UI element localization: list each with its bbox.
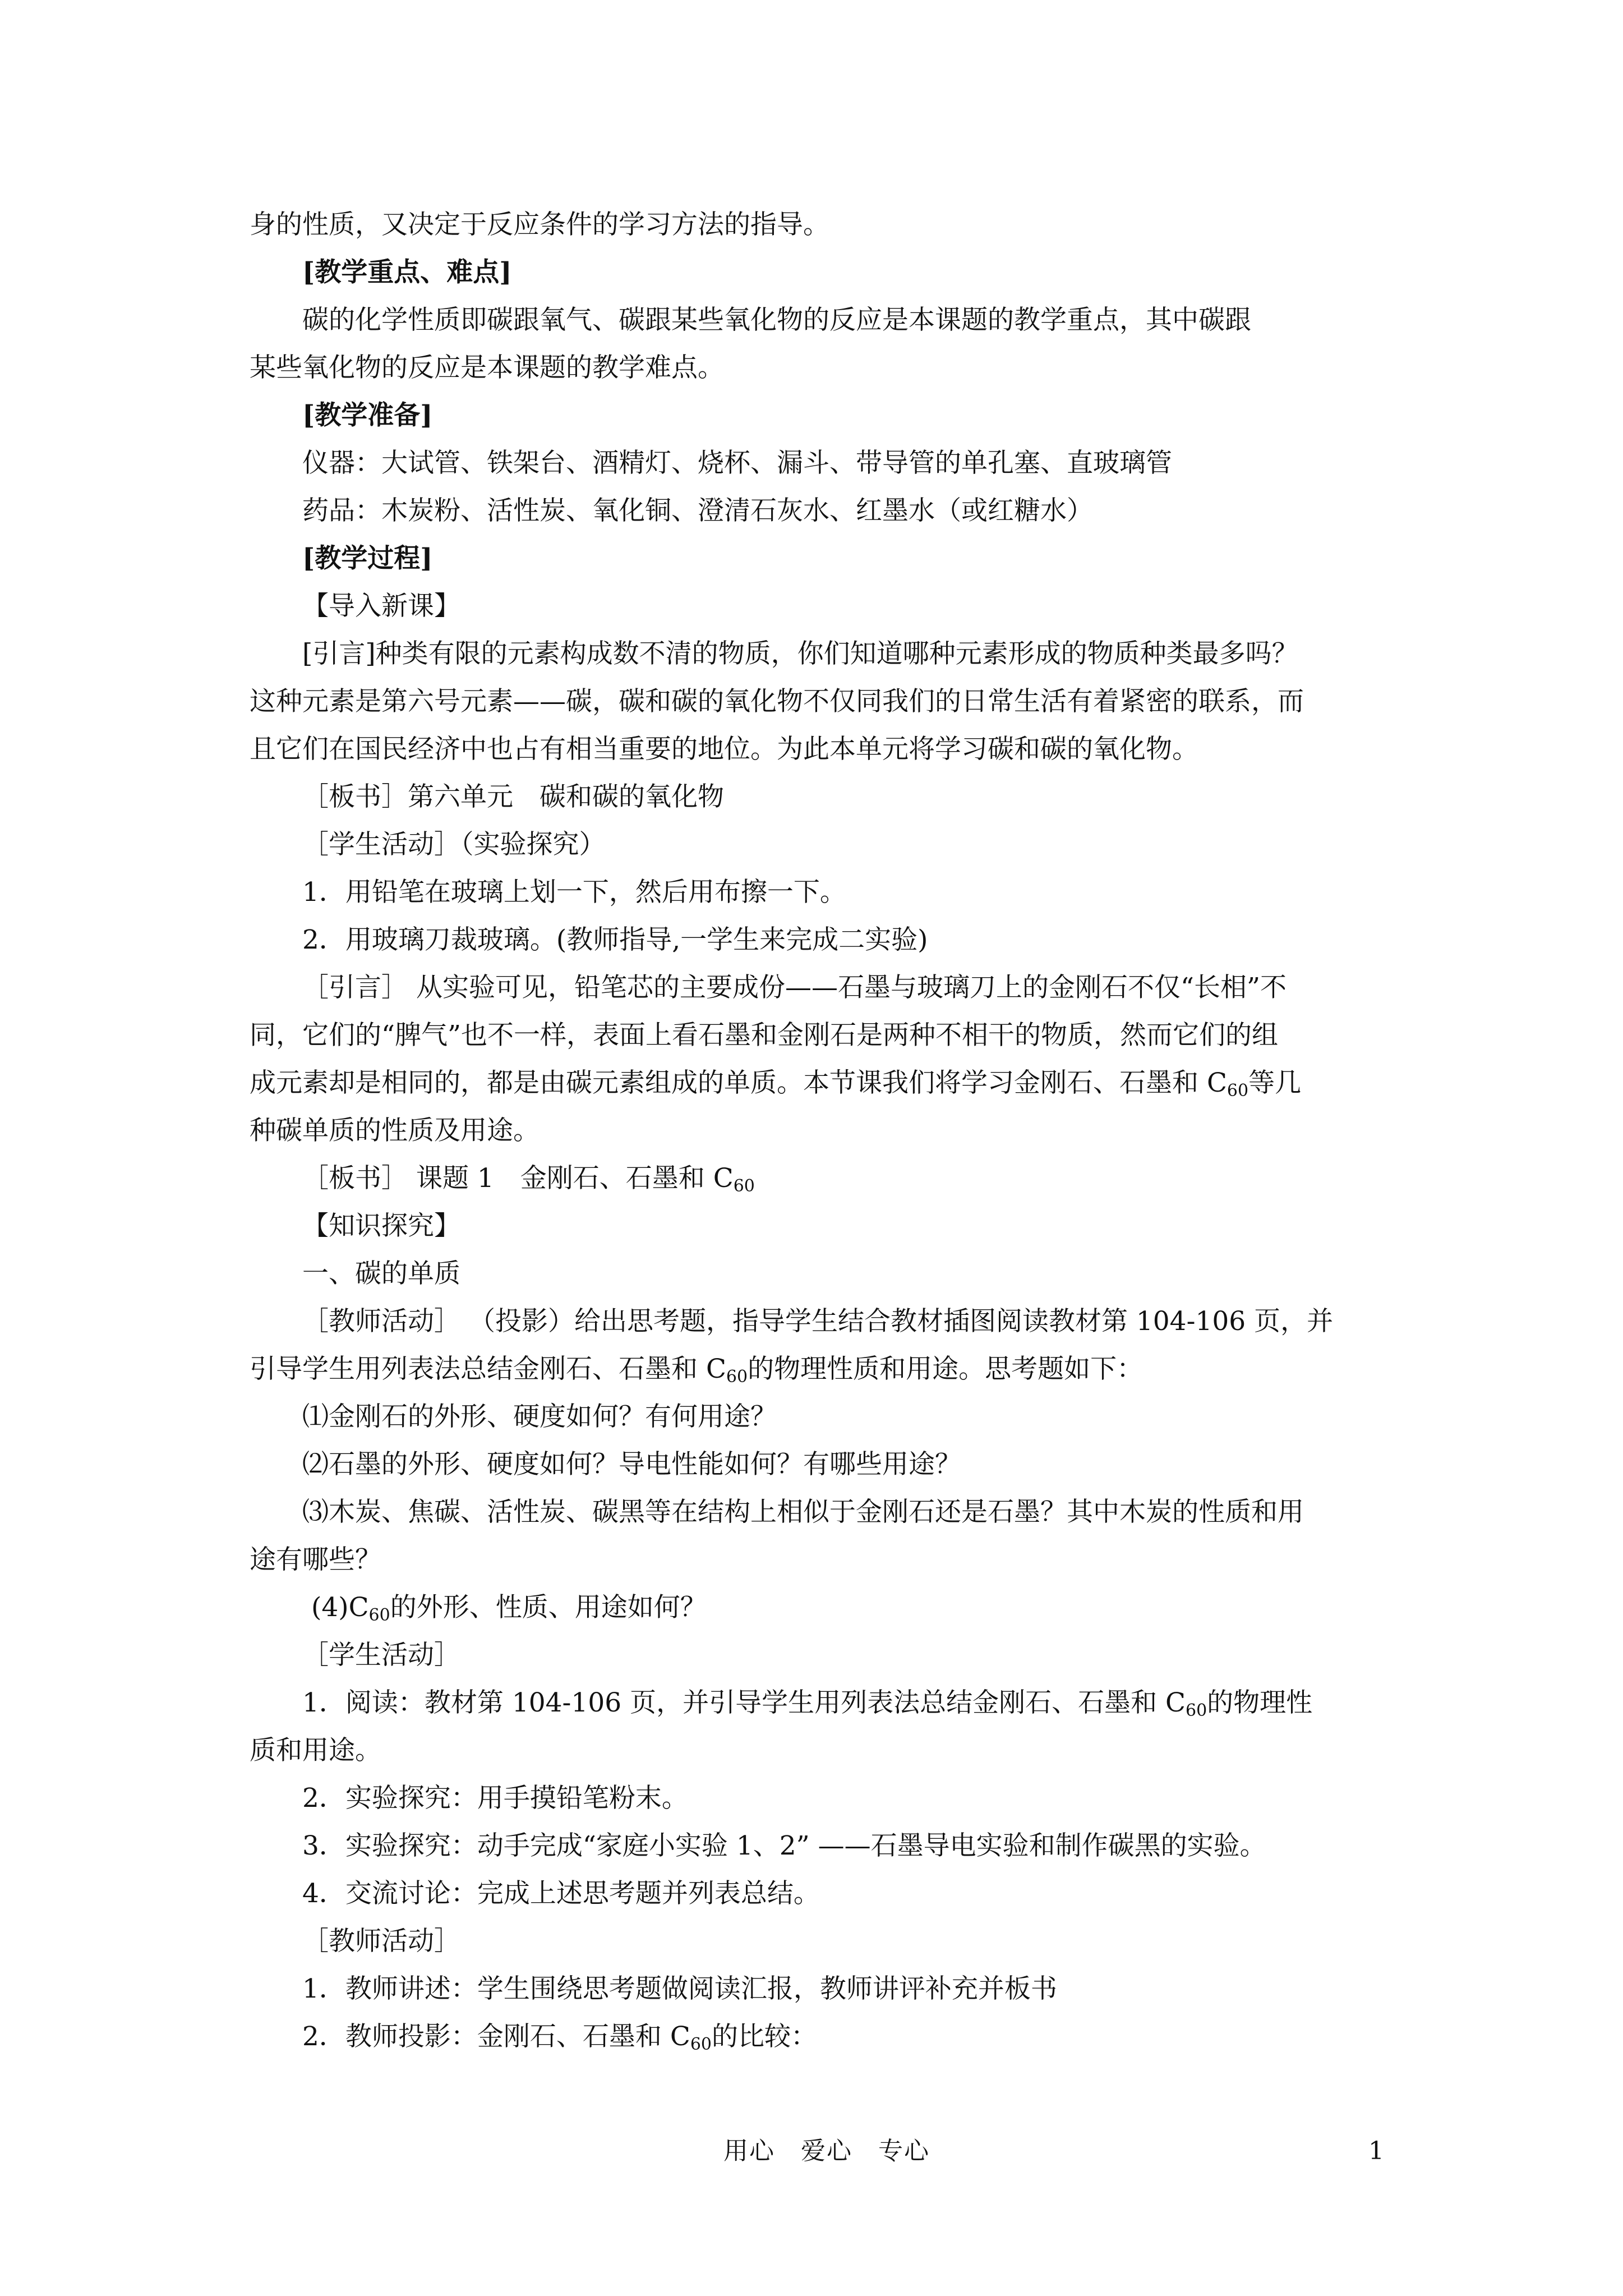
text-line: 药品：木炭粉、活性炭、氧化铜、澄清石灰水、红墨水（或红糖水） xyxy=(302,495,1093,526)
text-line: 身的性质，又决定于反应条件的学习方法的指导。 xyxy=(250,209,829,240)
text-line: ［教师活动］ xyxy=(302,1926,460,1957)
text-line: 种碳单质的性质及用途。 xyxy=(250,1115,540,1146)
section-heading: [教学重点、难点] xyxy=(302,257,512,288)
text-line: 碳的化学性质即碳跟氧气、碳跟某些氧化物的反应是本课题的教学重点，其中碳跟 xyxy=(302,305,1251,335)
text-line: ［引言］ 从实验可见，铅笔芯的主要成份——石墨与玻璃刀上的金刚石不仅“长相”不 xyxy=(302,972,1287,1003)
text-line: 【知识探究】 xyxy=(302,1211,460,1241)
text-line: 途有哪些？ xyxy=(250,1544,381,1575)
section-heading: [教学准备] xyxy=(302,400,433,431)
text-line: 2．教师投影：金刚石、石墨和 $C_{60}$的比较： xyxy=(302,2021,817,2054)
text-line: ［板书］第六单元 碳和碳的氧化物 xyxy=(302,781,724,812)
text-line: $(4)C_{60}$的外形、性质、用途如何？ xyxy=(311,1592,707,1625)
page-number: 1 xyxy=(1368,2137,1384,2165)
text-line: 同，它们的“脾气”也不一样，表面上看石墨和金刚石是两种不相干的物质，然而它们的组 xyxy=(250,1020,1279,1051)
text-line: [引言]种类有限的元素构成数不清的物质，你们知道哪种元素形成的物质种类最多吗？ xyxy=(302,638,1298,669)
text-line: 3．实验探究：动手完成“家庭小实验 1、2” ——石墨导电实验和制作碳黑的实验。 xyxy=(302,1830,1266,1861)
text-line: ⑴金刚石的外形、硬度如何？有何用途？ xyxy=(302,1401,777,1432)
text-line: 1．用铅笔在玻璃上划一下，然后用布擦一下。 xyxy=(302,877,846,908)
text-line: ［板书］ 课题 1 金刚石、石墨和 $C_{60}$ xyxy=(302,1163,755,1196)
text-line: 2．用玻璃刀裁玻璃。(教师指导,一学生来完成二实验) xyxy=(302,924,928,955)
text-line: 【导入新课】 xyxy=(302,591,460,622)
text-line: 某些氧化物的反应是本课题的教学难点。 xyxy=(250,352,724,383)
text-line: 2．实验探究：用手摸铅笔粉末。 xyxy=(302,1783,688,1814)
text-line: 质和用途。 xyxy=(250,1735,381,1766)
text-line: ［学生活动］ xyxy=(302,1640,460,1671)
text-line: 成元素却是相同的，都是由碳元素组成的单质。本节课我们将学习金刚石、石墨和 $C_{60}$等几 xyxy=(250,1068,1302,1101)
text-line: ［学生活动］（实验探究） xyxy=(302,829,606,860)
section-heading: [教学过程] xyxy=(302,543,433,574)
text-line: 1．阅读：教材第 104-106 页，并引导学生用列表法总结金刚石、石墨和 $C_{60}$的物理性 xyxy=(302,1687,1313,1720)
text-line: 这种元素是第六号元素——碳，碳和碳的氧化物不仅同我们的日常生活有着紧密的联系，而 xyxy=(250,686,1304,717)
text-line: 仪器：大试管、铁架台、酒精灯、烧杯、漏斗、带导管的单孔塞、直玻璃管 xyxy=(302,448,1172,478)
text-line: 一、碳的单质 xyxy=(302,1258,460,1289)
footer-text: 用心 爱心 专心 xyxy=(723,2137,930,2165)
text-line: 4．交流讨论：完成上述思考题并列表总结。 xyxy=(302,1878,820,1909)
text-line: ［教师活动］ （投影）给出思考题，指导学生结合教材插图阅读教材第 104-106 页，并 xyxy=(302,1306,1334,1337)
text-line: ⑵石墨的外形、硬度如何？导电性能如何？有哪些用途？ xyxy=(302,1449,961,1480)
document-body xyxy=(250,201,1399,2060)
text-line: ⑶木炭、焦碳、活性炭、碳黑等在结构上相似于金刚石还是石墨？其中木炭的性质和用 xyxy=(302,1497,1304,1527)
text-line: 且它们在国民经济中也占有相当重要的地位。为此本单元将学习碳和碳的氧化物。 xyxy=(250,734,1198,765)
text-line: 1．教师讲述：学生围绕思考题做阅读汇报，教师讲评补充并板书 xyxy=(302,1973,1057,2004)
text-line: 引导学生用列表法总结金刚石、石墨和 $C_{60}$的物理性质和用途。思考题如下： xyxy=(250,1354,1144,1387)
